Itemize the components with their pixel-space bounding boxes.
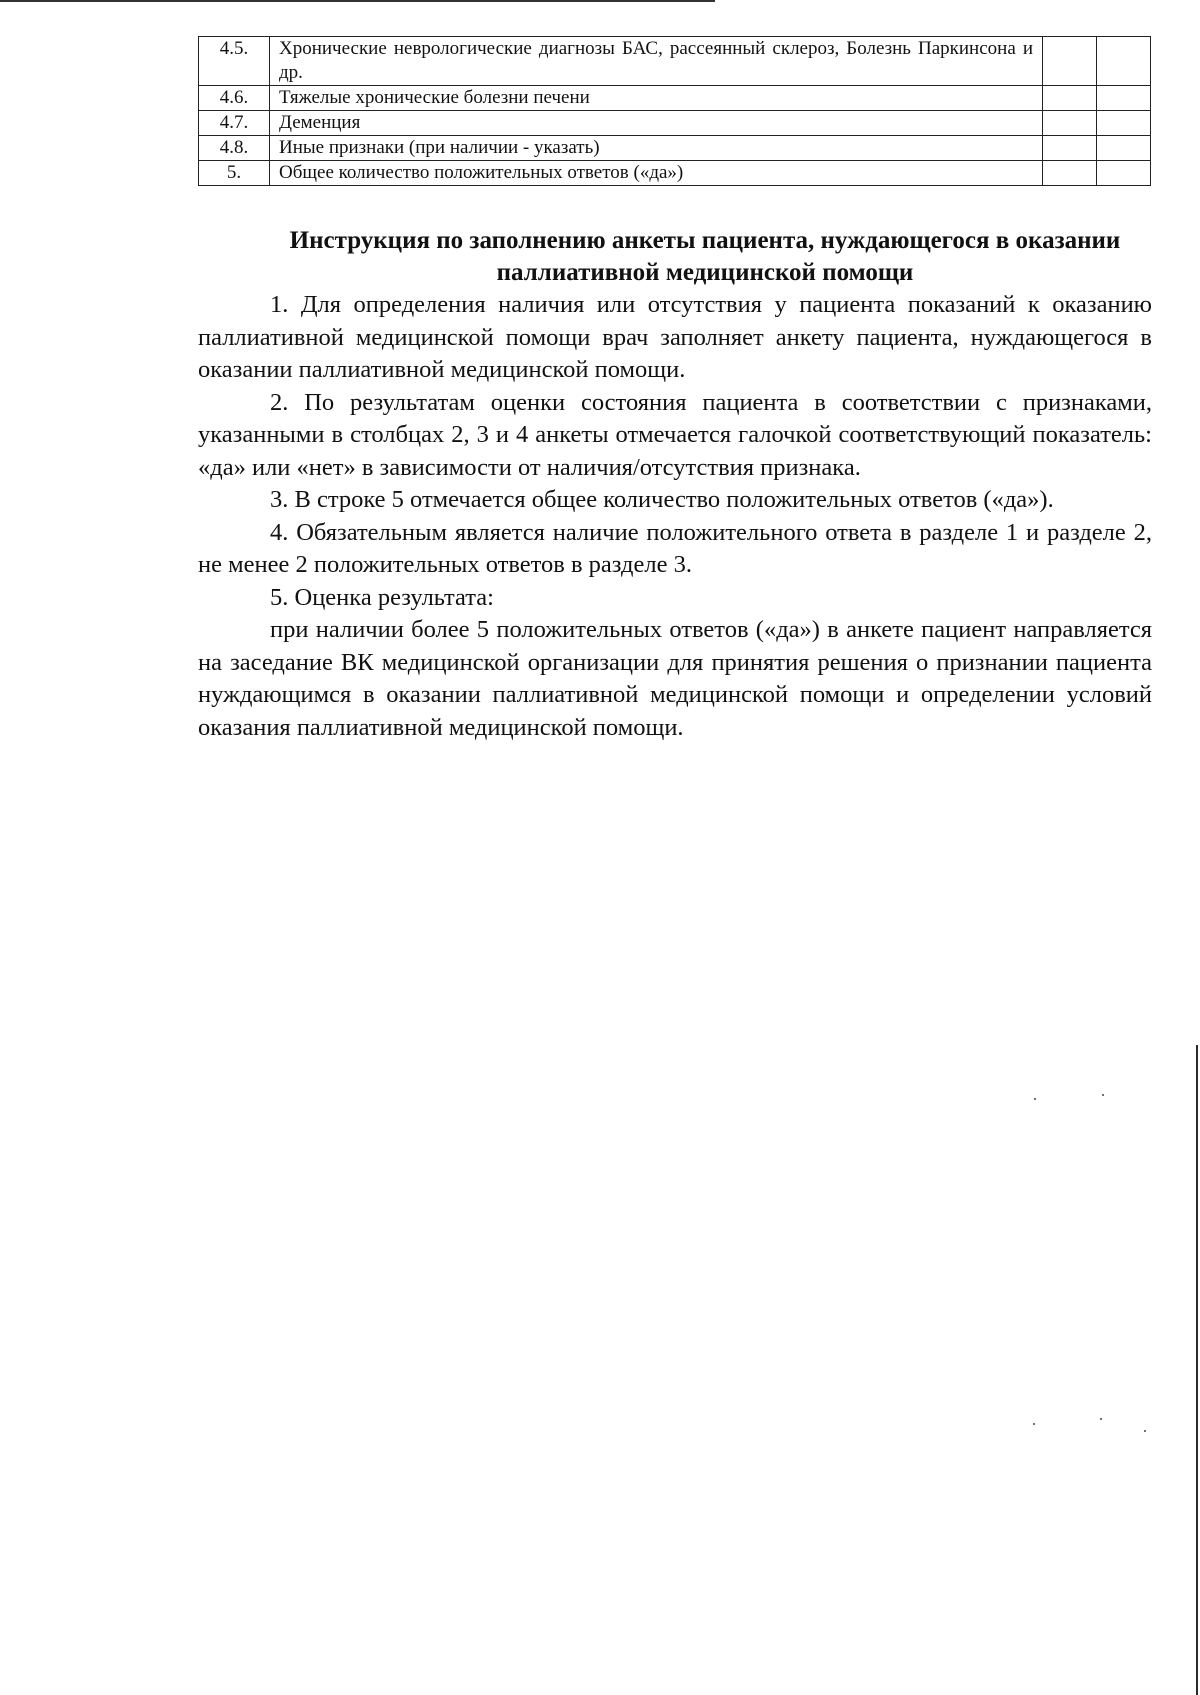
page-edge-line bbox=[1196, 1045, 1198, 1695]
criteria-table bbox=[198, 36, 1151, 186]
row-description: Общее количество положительных ответов («да») bbox=[270, 161, 1043, 186]
answer-no-cell[interactable] bbox=[1097, 161, 1151, 186]
row-number: 5. bbox=[199, 161, 270, 186]
table-row bbox=[199, 111, 1151, 136]
instruction-paragraph: 1. Для определения наличия или отсутствия у пациента показаний к оказанию паллиативной медицинской помощи врач заполняет анкету пациента, нуждающегося в оказании паллиативной медицинской помощи. bbox=[198, 291, 1152, 383]
scan-speck bbox=[1144, 1430, 1146, 1432]
answer-yes-cell[interactable] bbox=[1043, 161, 1097, 186]
answer-no-cell[interactable] bbox=[1097, 86, 1151, 111]
instruction-paragraph: при наличии более 5 положительных ответов («да») в анкете пациент направляется на заседание ВК медицинской организации для принятия решения о признании пациента нуждающимся в оказании паллиативной медицинской помощи и определении условий оказания паллиативной медицинской помощи. bbox=[198, 616, 1152, 741]
row-number: 4.5. bbox=[199, 37, 270, 86]
table-row bbox=[199, 86, 1151, 111]
answer-no-cell[interactable] bbox=[1097, 111, 1151, 136]
instruction-paragraph: 4. Обязательным является наличие положительного ответа в разделе 1 и разделе 2, не менее 2 положительных ответов в разделе 3. bbox=[198, 518, 1152, 578]
row-description: Деменция bbox=[270, 111, 1043, 136]
row-number: 4.6. bbox=[199, 86, 270, 111]
row-number: 4.8. bbox=[199, 136, 270, 161]
table-row bbox=[199, 161, 1151, 186]
answer-yes-cell[interactable] bbox=[1043, 86, 1097, 111]
instructions-section bbox=[198, 225, 1152, 744]
row-number: 4.7. bbox=[199, 111, 270, 136]
row-description: Иные признаки (при наличии - указать) bbox=[270, 136, 1043, 161]
table-row bbox=[199, 136, 1151, 161]
top-border-line bbox=[0, 0, 715, 2]
scan-speck bbox=[1034, 1098, 1036, 1100]
answer-yes-cell[interactable] bbox=[1043, 136, 1097, 161]
answer-no-cell[interactable] bbox=[1097, 136, 1151, 161]
scan-speck bbox=[1102, 1094, 1104, 1096]
answer-yes-cell[interactable] bbox=[1043, 37, 1097, 86]
scan-speck bbox=[1033, 1423, 1035, 1425]
row-description: Тяжелые хронические болезни печени bbox=[270, 86, 1043, 111]
instruction-paragraph: 3. В строке 5 отмечается общее количество положительных ответов («да»). bbox=[270, 486, 1054, 513]
row-description: Хронические неврологические диагнозы БАС, рассеянный склероз, Болезнь Паркинсона и др. bbox=[270, 37, 1043, 86]
answer-no-cell[interactable] bbox=[1097, 37, 1151, 86]
instructions-title: Инструкция по заполнению анкеты пациента, нуждающегося в оказании паллиативной медицинской помощи bbox=[289, 227, 1121, 286]
scan-speck bbox=[1100, 1418, 1102, 1420]
answer-yes-cell[interactable] bbox=[1043, 111, 1097, 136]
table-row bbox=[199, 37, 1151, 86]
instruction-paragraph: 2. По результатам оценки состояния пациента в соответствии с признаками, указанными в столбцах 2, 3 и 4 анкеты отмечается галочкой соответствующий показатель: «да» или «нет» в зависимости от наличия/отсутствия признака. bbox=[198, 388, 1152, 481]
instruction-paragraph: 5. Оценка результата: bbox=[270, 583, 494, 611]
